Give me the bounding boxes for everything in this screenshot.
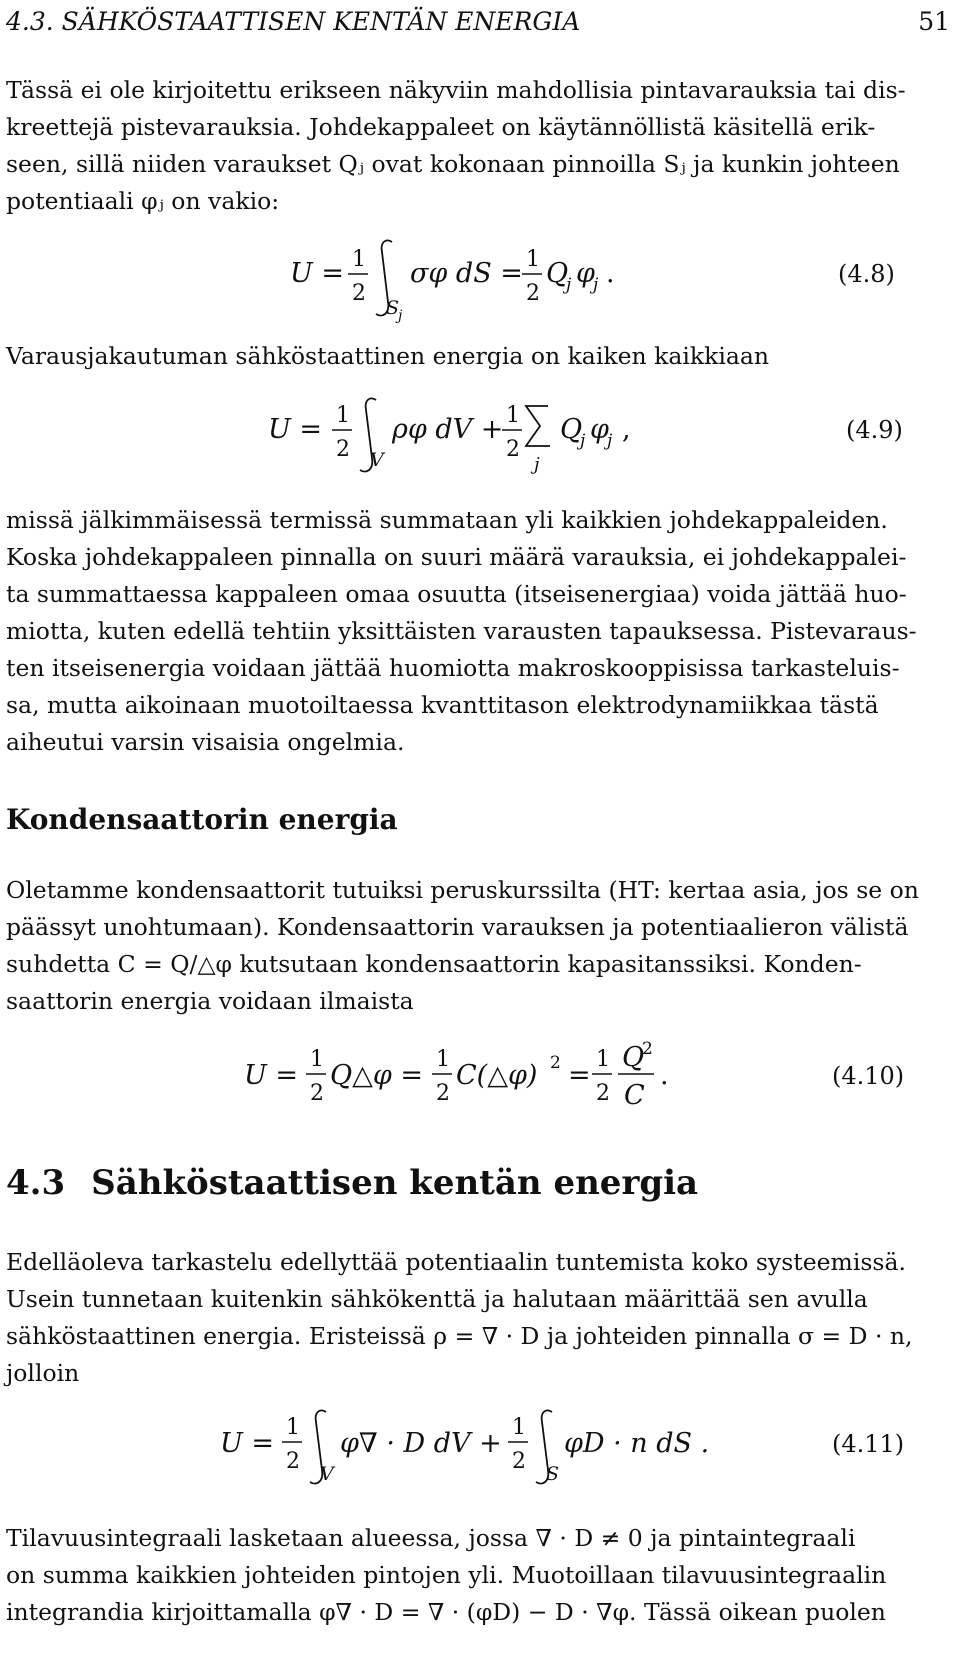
eq-denominator: C — [624, 1080, 645, 1111]
eq-denominator: 2 — [286, 1449, 300, 1474]
eq-text: U = — [268, 414, 322, 445]
page-number: 51 — [918, 7, 950, 36]
eq-denominator: 2 — [352, 281, 366, 306]
paragraph-line: suhdetta C = Q/△φ kutsutaan kondensaattorin kapasitanssiksi. Konden- — [6, 950, 862, 978]
paragraph-line: päässyt unohtumaan). Kondensaattorin varauksen ja potentiaalieron välistä — [6, 913, 909, 941]
subheading: Kondensaattorin energia — [6, 803, 398, 836]
equation-4-8 — [0, 228, 960, 328]
paragraph-capacitor — [6, 872, 950, 1020]
paragraph-line: Tässä ei ole kirjoitettu erikseen näkyviin mahdollisia pintavarauksia tai dis- — [6, 76, 906, 104]
paragraph-line: integrandia kirjoittamalla φ∇ · D = ∇ · (φD) − D · ∇φ. Tässä oikean puolen — [6, 1598, 886, 1626]
paragraph-line: potentiaali φⱼ on vakio: — [6, 187, 280, 215]
equation-4-11-graphic — [0, 1400, 960, 1496]
paragraph-line: kreettejä pistevarauksia. Johdekappaleet on käytännöllistä käsitellä erik- — [6, 113, 876, 141]
eq-subscript: j — [398, 308, 403, 324]
eq-subscript: S — [546, 1463, 560, 1485]
eq-text: U = — [290, 258, 344, 289]
eq-text: Q△φ = — [330, 1060, 424, 1091]
eq-numerator: Q — [622, 1042, 645, 1073]
eq-numerator: 1 — [506, 403, 520, 428]
eq-denominator: 2 — [436, 1081, 450, 1106]
eq-text: Q — [546, 258, 569, 289]
eq-text: φ — [576, 258, 595, 289]
equation-number: (4.11) — [832, 1430, 905, 1458]
eq-text: φ∇ · D dV + — [340, 1428, 502, 1459]
running-header-title: 4.3. SÄHKÖSTAATTISEN KENTÄN ENERGIA — [6, 7, 581, 36]
paragraph-line: seen, sillä niiden varaukset Qⱼ ovat kokonaan pinnoilla Sⱼ ja kunkin johteen — [6, 150, 900, 178]
eq-text: . — [660, 1060, 669, 1091]
equation-number: (4.9) — [846, 416, 903, 444]
paragraph-line: Varausjakautuman sähköstaattinen energia on kaiken kaikkiaan — [6, 342, 770, 370]
eq-denominator: 2 — [596, 1081, 610, 1106]
paragraph-line: Koska johdekappaleen pinnalla on suuri määrä varauksia, ei johdekappalei- — [6, 543, 907, 571]
eq-subscript: j — [607, 431, 613, 451]
section-title — [6, 1160, 698, 1206]
paragraph-line: Usein tunnetaan kuitenkin sähkökenttä ja halutaan määrittää sen avulla — [6, 1285, 868, 1313]
paragraph-field-energy — [6, 1244, 950, 1392]
eq-subscript: j — [580, 431, 586, 451]
paragraph-line: miotta, kuten edellä tehtiin yksittäisten varausten tapauksessa. Pistevaraus- — [6, 617, 917, 645]
equation-4-11 — [0, 1400, 960, 1496]
paragraph-total-energy — [6, 338, 950, 375]
summation-sign-icon — [526, 406, 550, 446]
equation-4-8-graphic — [0, 228, 960, 328]
eq-denominator: 2 — [506, 437, 520, 462]
eq-subscript: j — [534, 454, 540, 475]
eq-numerator: 1 — [526, 247, 540, 272]
equation-4-10 — [0, 1032, 960, 1122]
eq-denominator: 2 — [336, 437, 350, 462]
eq-subscript: S — [386, 297, 400, 319]
paragraph-line: sa, mutta aikoinaan muotoiltaessa kvanttitason elektrodynamiikkaa tästä — [6, 691, 879, 719]
eq-denominator: 2 — [310, 1081, 324, 1106]
running-header — [6, 4, 950, 40]
paragraph-volume-integral — [6, 1520, 950, 1631]
eq-text: , — [622, 414, 631, 445]
paragraph-line: Edelläoleva tarkastelu edellyttää potentiaalin tuntemista koko systeemissä. — [6, 1248, 906, 1276]
paragraph-line: sähköstaattinen energia. Eristeissä ρ = ∇ · D ja johteiden pinnalla σ = D · n, — [6, 1322, 913, 1350]
eq-text: C(△φ) — [456, 1060, 538, 1091]
eq-numerator: 1 — [436, 1047, 450, 1072]
eq-text: = — [568, 1060, 591, 1091]
paragraph-line: saattorin energia voidaan ilmaista — [6, 987, 414, 1015]
eq-superscript: 2 — [550, 1053, 561, 1073]
paragraph-line: ta summattaessa kappaleen omaa osuutta (itseisenergiaa) voida jättää huo- — [6, 580, 907, 608]
eq-subscript: V — [320, 1463, 334, 1485]
paragraph-line: missä jälkimmäisessä termissä summataan yli kaikkien johdekappaleiden. — [6, 506, 888, 534]
eq-text: φ — [590, 414, 609, 445]
eq-text: σφ dS = — [410, 258, 523, 289]
eq-numerator: 1 — [336, 403, 350, 428]
paragraph-line: Tilavuusintegraali lasketaan alueessa, jossa ∇ · D ≠ 0 ja pintaintegraali — [6, 1524, 856, 1552]
eq-text: φD · n dS . — [564, 1428, 710, 1459]
eq-denominator: 2 — [512, 1449, 526, 1474]
eq-denominator: 2 — [526, 281, 540, 306]
paragraph-intro — [6, 72, 950, 220]
eq-numerator: 1 — [310, 1047, 324, 1072]
eq-subscript: j — [593, 275, 599, 295]
eq-text: ρφ dV + — [392, 414, 504, 445]
eq-text: Q — [560, 414, 583, 445]
eq-text: . — [606, 258, 615, 289]
eq-numerator: 1 — [512, 1415, 526, 1440]
equation-4-10-graphic — [0, 1032, 960, 1122]
equation-number: (4.10) — [832, 1062, 905, 1090]
paragraph-line: jolloin — [6, 1359, 80, 1387]
paragraph-line: aiheutui varsin visaisia ongelmia. — [6, 728, 405, 756]
equation-4-9 — [0, 392, 960, 492]
equation-number: (4.8) — [838, 260, 895, 288]
paragraph-line: on summa kaikkien johteiden pintojen yli. Muotoillaan tilavuusintegraalin — [6, 1561, 887, 1589]
eq-numerator: 1 — [596, 1047, 610, 1072]
paragraph-line: Oletamme kondensaattorit tutuiksi peruskurssilta (HT: kertaa asia, jos se on — [6, 876, 919, 904]
eq-subscript: j — [566, 275, 572, 295]
eq-subscript: V — [370, 449, 384, 471]
equation-4-9-graphic — [0, 392, 960, 492]
eq-numerator: 1 — [352, 247, 366, 272]
eq-superscript: 2 — [642, 1039, 653, 1059]
eq-text: U = — [244, 1060, 298, 1091]
section-title-text: Sähköstaattisen kentän energia — [91, 1163, 699, 1203]
eq-text: U = — [220, 1428, 274, 1459]
section-number: 4.3 — [6, 1163, 66, 1203]
paragraph-self-energy — [6, 502, 950, 761]
eq-numerator: 1 — [286, 1415, 300, 1440]
paragraph-line: ten itseisenergia voidaan jättää huomiotta makroskooppisissa tarkasteluis- — [6, 654, 900, 682]
